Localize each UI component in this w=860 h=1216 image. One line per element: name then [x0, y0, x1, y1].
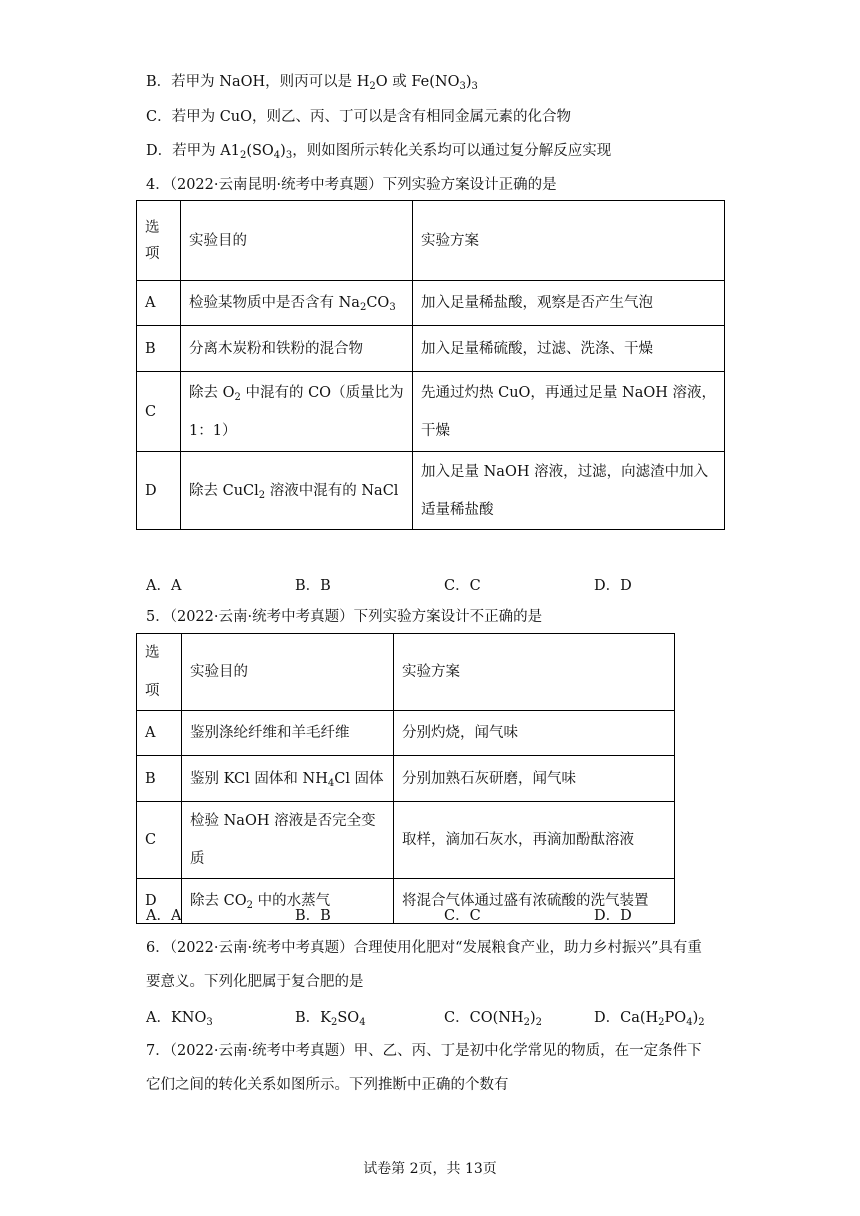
q6-stem-line2: 要意义。下列化肥属于复合肥的是 — [146, 974, 364, 990]
page-footer: 试卷第 2页，共 13页 — [363, 1161, 497, 1177]
q4-table — [136, 200, 725, 530]
table-row — [137, 756, 675, 802]
q4-stem: 4．（2022·云南昆明·统考中考真题）下列实验方案设计正确的是 — [146, 177, 557, 193]
q7-stem-line2: 它们之间的转化关系如图所示。下列推断中正确的个数有 — [146, 1077, 509, 1093]
q3-option-b: B．若甲为 NaOH，则丙可以是 $H_2O$ 或 $Fe(NO_3)_3$ — [146, 74, 478, 92]
table-row — [137, 634, 675, 711]
q5-choices — [146, 904, 746, 924]
q4-row-d-purpose: 除去 CuCl$_2$ 溶液中混有的 NaCl — [181, 452, 413, 530]
q5-row-a-purpose: 鉴别涤纶纤维和羊毛纤维 — [182, 711, 394, 756]
q5-header-option: 选项 — [137, 634, 182, 711]
q5-choice-c: C．C — [444, 908, 481, 924]
q4-choice-d: D．D — [594, 578, 632, 594]
table-row — [137, 201, 725, 281]
q4-row-c-purpose: 除去 $O_2$ 中混有的 CO（质量比为 1：1） — [181, 372, 413, 452]
q5-stem: 5．（2022·云南·统考中考真题）下列实验方案设计不正确的是 — [146, 609, 543, 625]
q4-row-c-plan: 先通过灼热 CuO，再通过足量 NaOH 溶液， 干燥 — [413, 372, 725, 452]
q5-row-b-plan: 分别加熟石灰研磨，闻气味 — [394, 756, 675, 802]
q4-row-b-option: B — [137, 326, 181, 372]
q5-row-b-purpose: 鉴别 KCl 固体和 $NH_4Cl$ 固体 — [182, 756, 394, 802]
q4-row-a-option: A — [137, 281, 181, 326]
q5-header-plan: 实验方案 — [394, 634, 675, 711]
q4-choice-a: A．A — [146, 578, 182, 594]
q4-row-d-option: D — [137, 452, 181, 530]
table-row — [137, 281, 725, 326]
q6-choice-a: A．$KNO_3$ — [146, 1010, 213, 1028]
table-row — [137, 326, 725, 372]
q5-row-d-plan: 将混合气体通过盛有浓硫酸的洗气装置 — [394, 879, 675, 924]
q4-header-purpose: 实验目的 — [181, 201, 413, 281]
q4-row-a-purpose: 检验某物质中是否含有 $Na_2CO_3$ — [181, 281, 413, 326]
table-row — [137, 802, 675, 879]
q6-choice-d: D．$Ca(H_2PO_4)_2$ — [594, 1010, 705, 1028]
q6-choices — [146, 1006, 746, 1026]
q6-choice-b: B．$K_2SO_4$ — [295, 1010, 366, 1028]
q5-row-b-option: B — [137, 756, 182, 802]
q5-row-a-option: A — [137, 711, 182, 756]
q5-table — [136, 633, 675, 924]
q4-row-b-purpose: 分离木炭粉和铁粉的混合物 — [181, 326, 413, 372]
q4-header-option: 选 项 — [137, 201, 181, 281]
q7-stem-line1: 7．（2022·云南·统考中考真题）甲、乙、丙、丁是初中化学常见的物质，在一定条件下 — [146, 1043, 702, 1059]
q4-choices — [146, 574, 746, 594]
table-row — [137, 372, 725, 452]
table-row — [137, 711, 675, 756]
q5-row-a-plan: 分别灼烧，闻气味 — [394, 711, 675, 756]
q6-choice-c: C．$CO(NH_2)_2$ — [444, 1010, 542, 1028]
q5-row-d-purpose: 除去 $CO_2$ 中的水蒸气 — [182, 879, 394, 924]
q5-row-c-plan: 取样，滴加石灰水，再滴加酚酞溶液 — [394, 802, 675, 879]
q5-header-purpose: 实验目的 — [182, 634, 394, 711]
q4-choice-c: C．C — [444, 578, 481, 594]
q4-row-c-option: C — [137, 372, 181, 452]
q5-row-d-option: D — [137, 879, 182, 924]
table-row — [137, 452, 725, 530]
q5-choice-d: D．D — [594, 908, 632, 924]
q5-row-c-purpose: 检验 NaOH 溶液是否完全变质 — [182, 802, 394, 879]
q5-choice-b: B．B — [295, 908, 331, 924]
q5-choice-a: A．A — [146, 908, 182, 924]
q4-header-plan: 实验方案 — [413, 201, 725, 281]
q3-option-c: C．若甲为 CuO，则乙、丙、丁可以是含有相同金属元素的化合物 — [146, 109, 572, 125]
q6-stem-line1: 6．（2022·云南·统考中考真题）合理使用化肥对“发展粮食产业，助力乡村振兴”具有重 — [146, 940, 702, 956]
q4-choice-b: B．B — [295, 578, 331, 594]
q4-row-a-plan: 加入足量稀盐酸，观察是否产生气泡 — [413, 281, 725, 326]
q3-option-d: D．若甲为 $A1_2(SO_4)_3$，则如图所示转化关系均可以通过复分解反应实现 — [146, 143, 612, 161]
q5-row-c-option: C — [137, 802, 182, 879]
q4-row-b-plan: 加入足量稀硫酸，过滤、洗涤、干燥 — [413, 326, 725, 372]
q4-row-d-plan: 加入足量 NaOH 溶液，过滤，向滤渣中加入 适量稀盐酸 — [413, 452, 725, 530]
